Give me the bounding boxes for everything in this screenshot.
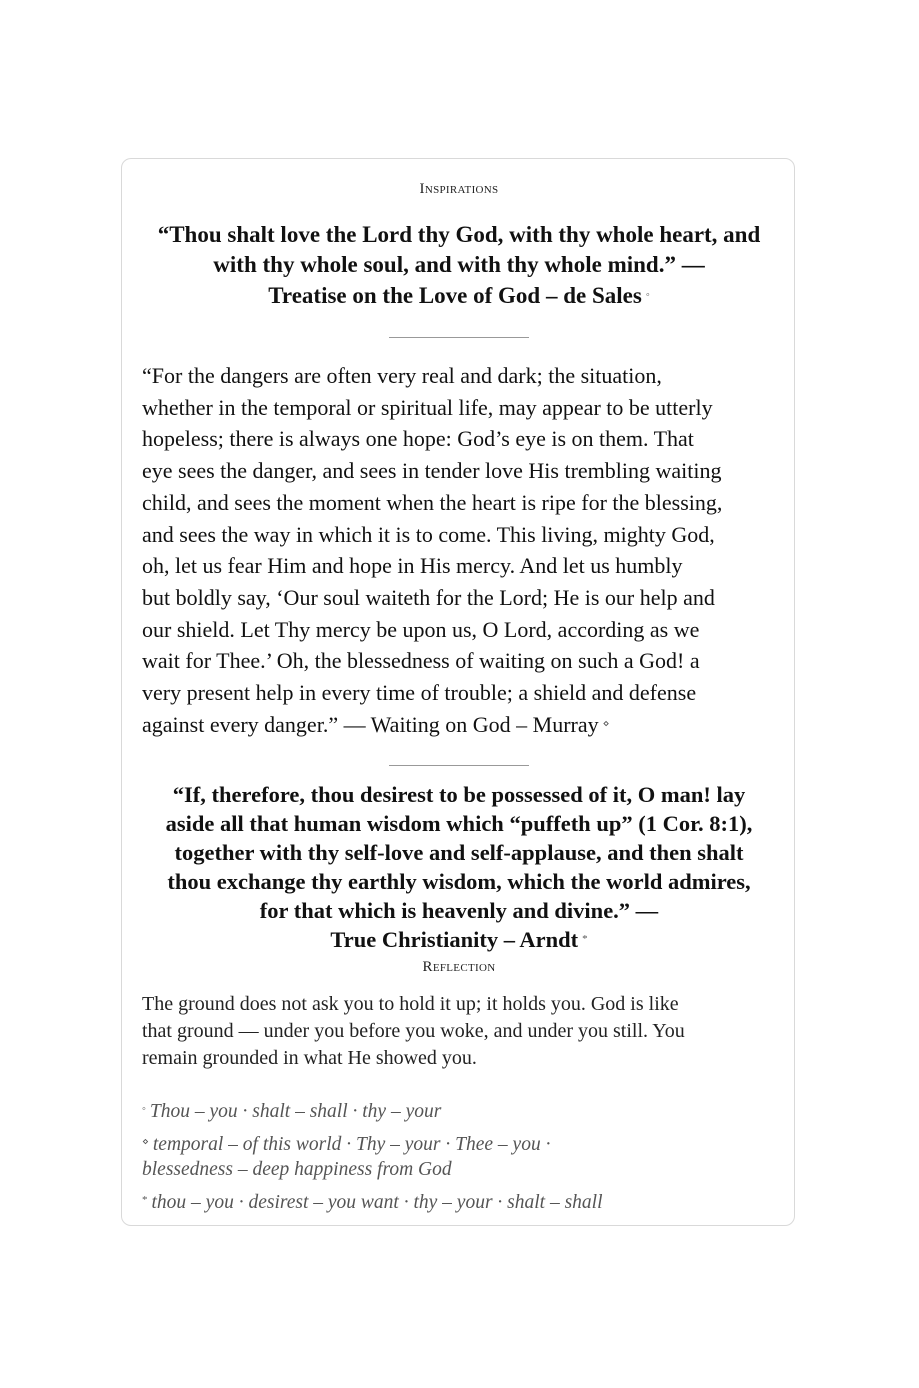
gloss-note-circle bbox=[142, 1097, 762, 1124]
reflection-text bbox=[142, 991, 772, 1072]
gloss-line bbox=[142, 1130, 762, 1157]
gloss-note-diamond bbox=[142, 1130, 762, 1182]
gloss-line bbox=[142, 1188, 762, 1215]
quote-line: our shield. Let Thy mercy be upon us, O Lord, according as we bbox=[142, 616, 700, 642]
inspirations-heading: Inspirations bbox=[419, 181, 499, 197]
footnote-mark-asterisk: * bbox=[582, 933, 588, 945]
footnote-mark-circle: ◦ bbox=[142, 1103, 146, 1115]
quote-line: wait for Thee.’ Oh, the blessedness of waiting on such a God! a bbox=[142, 648, 700, 674]
reflection-line: that ground — under you before you woke, and under you still. You bbox=[142, 1020, 685, 1042]
gloss-text: Thou – you · shalt – shall · thy – your bbox=[149, 1101, 442, 1122]
quote-line: child, and sees the moment when the heart is ripe for the blessing, bbox=[142, 489, 723, 515]
quote-line: “For the dangers are often very real and dark; the situation, bbox=[142, 363, 662, 388]
quote-line: eye sees the danger, and sees in tender love His trembling waiting bbox=[142, 458, 722, 484]
reflection-heading: Reflection bbox=[422, 959, 496, 975]
quote-arndt bbox=[122, 780, 796, 954]
quote-line: but boldly say, ‘Our soul waiteth for the Lord; He is our help and bbox=[142, 584, 715, 610]
quote-line: together with thy self-love and self-applause, and then shalt bbox=[174, 840, 744, 865]
footnote-mark-circle: ◦ bbox=[645, 289, 650, 301]
quote-line: thou exchange thy earthly wisdom, which the world admires, bbox=[167, 869, 751, 894]
quote-attribution: against every danger.” — Waiting on God – Murray bbox=[142, 711, 599, 737]
quote-line: “If, therefore, thou desirest to be possessed of it, O man! lay bbox=[172, 782, 746, 807]
footnote-mark-asterisk: * bbox=[142, 1194, 148, 1206]
inspiration-card bbox=[121, 158, 795, 1226]
gloss-line bbox=[142, 1097, 762, 1124]
quote-de-sales bbox=[122, 220, 796, 311]
gloss-text: temporal – of this world · Thy – your · Thee – you · bbox=[152, 1134, 551, 1155]
quote-line: hopeless; there is always one hope: God’s eye is on them. That bbox=[142, 426, 694, 452]
quote-line bbox=[122, 925, 796, 954]
reflection-line: remain grounded in what He showed you. bbox=[142, 1047, 477, 1069]
quote-line: with thy whole soul, and with thy whole mind.” — bbox=[213, 252, 705, 277]
section-divider bbox=[389, 765, 529, 766]
quote-attribution: Treatise on the Love of God – de Sales bbox=[268, 283, 642, 308]
quote-line: “Thou shalt love the Lord thy God, with thy whole heart, and bbox=[157, 222, 761, 247]
gloss-text: thou – you · desirest – you want · thy – your · shalt – shall bbox=[151, 1192, 603, 1213]
gloss-line: blessedness – deep happiness from God bbox=[142, 1159, 452, 1180]
quote-line: oh, let us fear Him and hope in His mercy. And let us humbly bbox=[142, 553, 683, 579]
section-divider bbox=[389, 337, 529, 338]
quote-line bbox=[122, 280, 796, 311]
quote-line bbox=[142, 709, 782, 741]
quote-murray bbox=[142, 360, 782, 740]
quote-line: for that which is heavenly and divine.” — bbox=[259, 898, 659, 923]
footnote-mark-diamond: ⋄ bbox=[142, 1136, 149, 1148]
quote-line: aside all that human wisdom which “puffeth up” (1 Cor. 8:1), bbox=[165, 811, 753, 836]
gloss-note-asterisk bbox=[142, 1188, 762, 1215]
reflection-line: The ground does not ask you to hold it up; it holds you. God is like bbox=[142, 993, 679, 1015]
quote-attribution: True Christianity – Arndt bbox=[330, 927, 579, 952]
footnote-mark-diamond: ⋄ bbox=[602, 717, 610, 730]
quote-line: and sees the way in which it is to come. This living, mighty God, bbox=[142, 521, 715, 547]
quote-line: whether in the temporal or spiritual life, may appear to be utterly bbox=[142, 394, 713, 420]
quote-line: very present help in every time of trouble; a shield and defense bbox=[142, 680, 697, 706]
